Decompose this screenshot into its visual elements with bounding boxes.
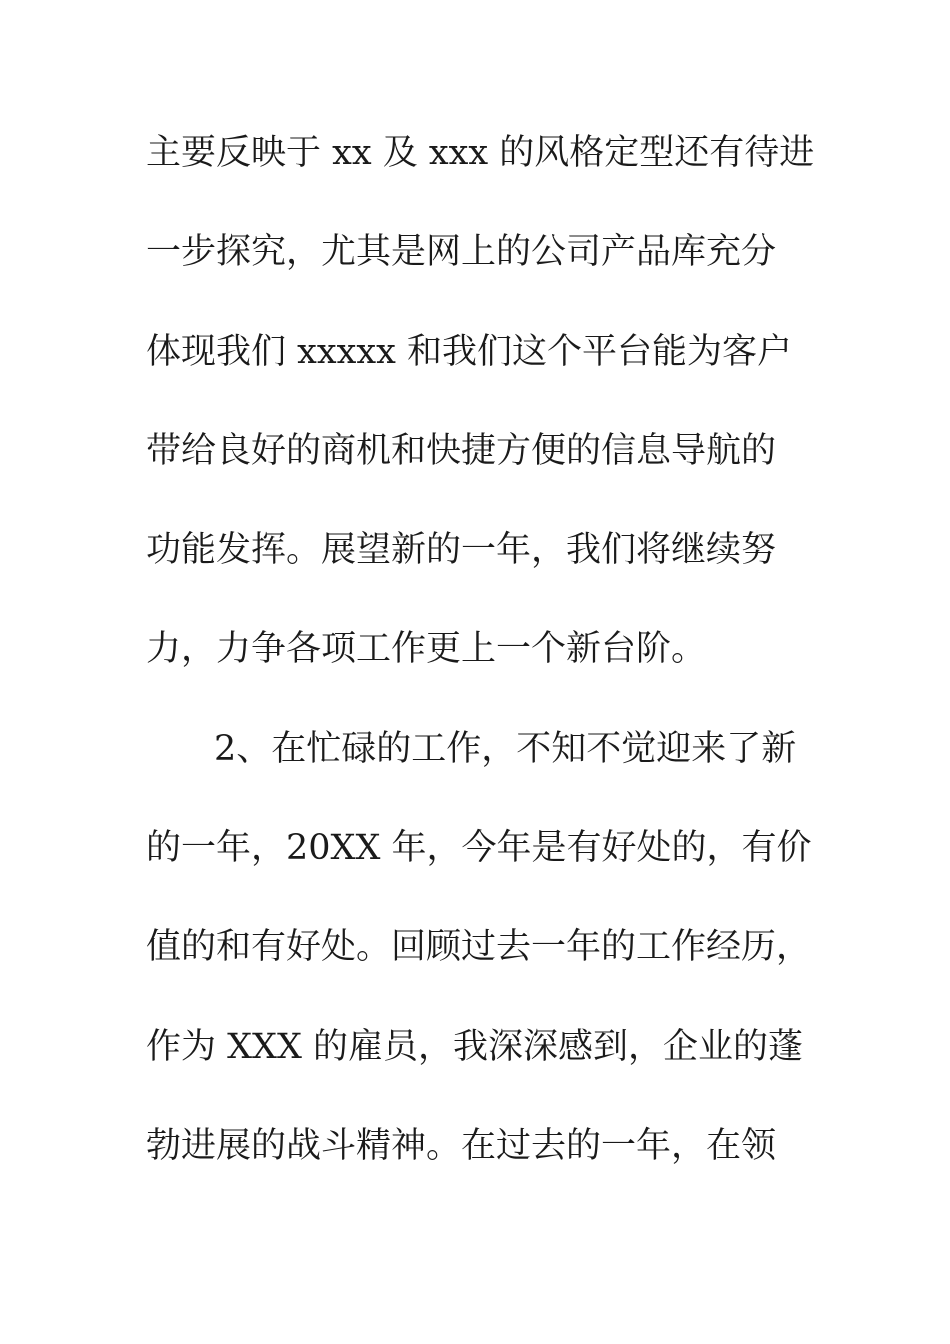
text-line: 作为 XXX 的雇员，我深深感到，企业的蓬: [146, 1027, 804, 1067]
text-line: 一步探究，尤其是网上的公司产品库充分: [146, 232, 777, 272]
text-line: 勃进展的战斗精神。在过去的一年，在领: [146, 1126, 777, 1166]
text-line: 带给良好的商机和快捷方便的信息导航的: [146, 431, 777, 471]
text-line: 值的和有好处。回顾过去一年的工作经历，: [146, 927, 812, 967]
text-line: 的一年，20XX 年，今年是有好处的，有价: [146, 828, 812, 868]
paragraph-start-line: 2、在忙碌的工作，不知不觉迎来了新: [214, 729, 797, 769]
text-line: 功能发挥。展望新的一年，我们将继续努: [146, 530, 777, 570]
text-line: 体现我们 xxxxx 和我们这个平台能为客户: [146, 332, 792, 372]
text-line: 力，力争各项工作更上一个新台阶。: [146, 629, 707, 669]
text-line: 主要反映于 xx 及 xxx 的风格定型还有待进: [146, 133, 815, 173]
